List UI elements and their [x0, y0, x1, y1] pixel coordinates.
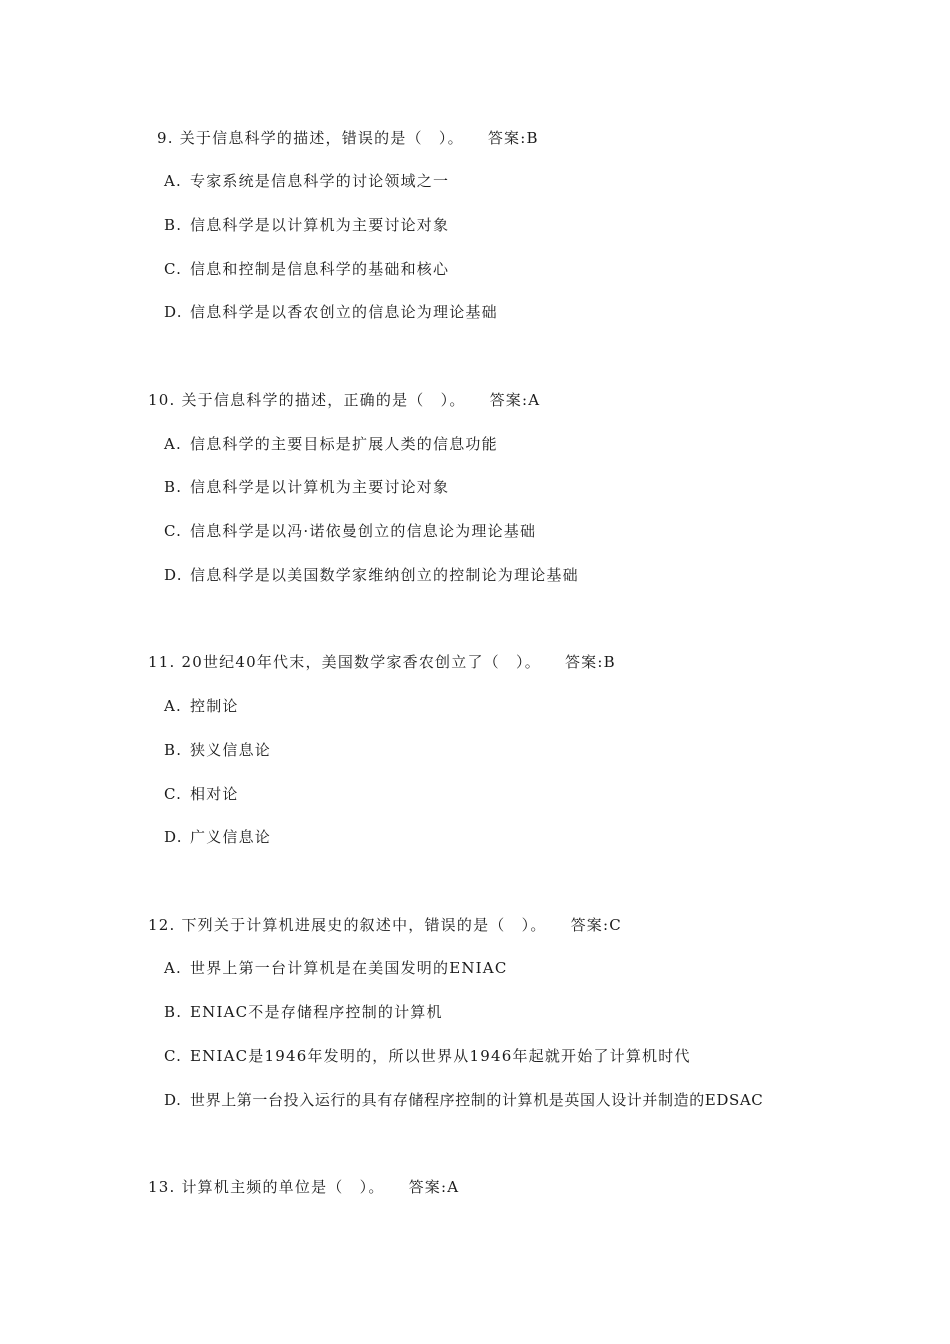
option-text: ENIAC是1946年发明的，所以世界从1946年起就开始了计算机时代: [190, 1047, 691, 1065]
option-11a: [164, 696, 239, 716]
option-10b: [164, 477, 449, 497]
option-text: 广义信息论: [190, 828, 272, 846]
option-12d: [164, 1090, 763, 1110]
question-text: 下列关于计算机进展史的叙述中，错误的是（ ）。: [181, 916, 547, 934]
option-9b: [164, 215, 449, 235]
option-text: 信息科学的主要目标是扩展人类的信息功能: [190, 435, 498, 453]
option-letter: D.: [164, 828, 183, 846]
option-11b: [164, 740, 271, 760]
question-10: [148, 390, 540, 410]
question-number: 13.: [148, 1178, 176, 1196]
question-11: [148, 652, 616, 672]
option-text: 控制论: [190, 697, 239, 715]
option-text: 信息科学是以香农创立的信息论为理论基础: [190, 303, 498, 321]
question-12: [148, 915, 622, 935]
option-text: 世界上第一台投入运行的具有存储程序控制的计算机是英国人设计并制造的EDSAC: [190, 1091, 764, 1109]
option-9d: [164, 302, 498, 322]
option-12c: [164, 1046, 691, 1066]
option-11d: [164, 827, 271, 847]
question-13: [148, 1177, 459, 1197]
option-letter: A.: [164, 435, 183, 453]
answer-label: 答案:A: [408, 1178, 460, 1196]
option-10c: [164, 521, 536, 541]
option-12b: [164, 1002, 443, 1022]
question-text: 20世纪40年代末，美国数学家香农创立了（ ）。: [181, 653, 541, 671]
option-text: ENIAC不是存储程序控制的计算机: [190, 1003, 443, 1021]
option-letter: A.: [164, 959, 183, 977]
option-letter: C.: [164, 522, 183, 540]
option-letter: C.: [164, 260, 183, 278]
option-letter: D.: [164, 566, 183, 584]
question-text: 计算机主频的单位是（ ）。: [181, 1178, 385, 1196]
option-letter: A.: [164, 697, 183, 715]
question-number: 10.: [148, 391, 176, 409]
option-12a: [164, 958, 508, 978]
option-letter: A.: [164, 172, 183, 190]
option-letter: C.: [164, 1047, 183, 1065]
question-number: 9.: [157, 129, 174, 147]
question-number: 12.: [148, 916, 176, 934]
option-10d: [164, 565, 579, 585]
answer-label: 答案:B: [564, 653, 616, 671]
option-text: 相对论: [190, 785, 239, 803]
option-letter: B.: [164, 1003, 183, 1021]
answer-label: 答案:A: [489, 391, 541, 409]
option-text: 世界上第一台计算机是在美国发明的ENIAC: [190, 959, 508, 977]
option-letter: B.: [164, 478, 183, 496]
option-text: 信息科学是以美国数学家维纳创立的控制论为理论基础: [190, 566, 579, 584]
option-9a: [164, 171, 449, 191]
question-text: 关于信息科学的描述，正确的是（ ）。: [181, 391, 466, 409]
answer-label: 答案:C: [570, 916, 622, 934]
question-number: 11.: [148, 653, 176, 671]
option-text: 信息科学是以计算机为主要讨论对象: [190, 216, 450, 234]
option-9c: [164, 259, 449, 279]
option-letter: B.: [164, 741, 183, 759]
option-text: 狭义信息论: [190, 741, 272, 759]
option-letter: D.: [164, 303, 183, 321]
option-text: 信息科学是以冯·诺依曼创立的信息论为理论基础: [190, 522, 537, 540]
question-9: [157, 128, 539, 148]
option-text: 信息和控制是信息科学的基础和核心: [190, 260, 450, 278]
option-11c: [164, 784, 239, 804]
option-letter: C.: [164, 785, 183, 803]
option-10a: [164, 434, 498, 454]
question-text: 关于信息科学的描述，错误的是（ ）。: [179, 129, 464, 147]
option-text: 信息科学是以计算机为主要讨论对象: [190, 478, 450, 496]
option-text: 专家系统是信息科学的讨论领域之一: [190, 172, 450, 190]
answer-label: 答案:B: [487, 129, 539, 147]
option-letter: D.: [164, 1091, 182, 1109]
option-letter: B.: [164, 216, 183, 234]
